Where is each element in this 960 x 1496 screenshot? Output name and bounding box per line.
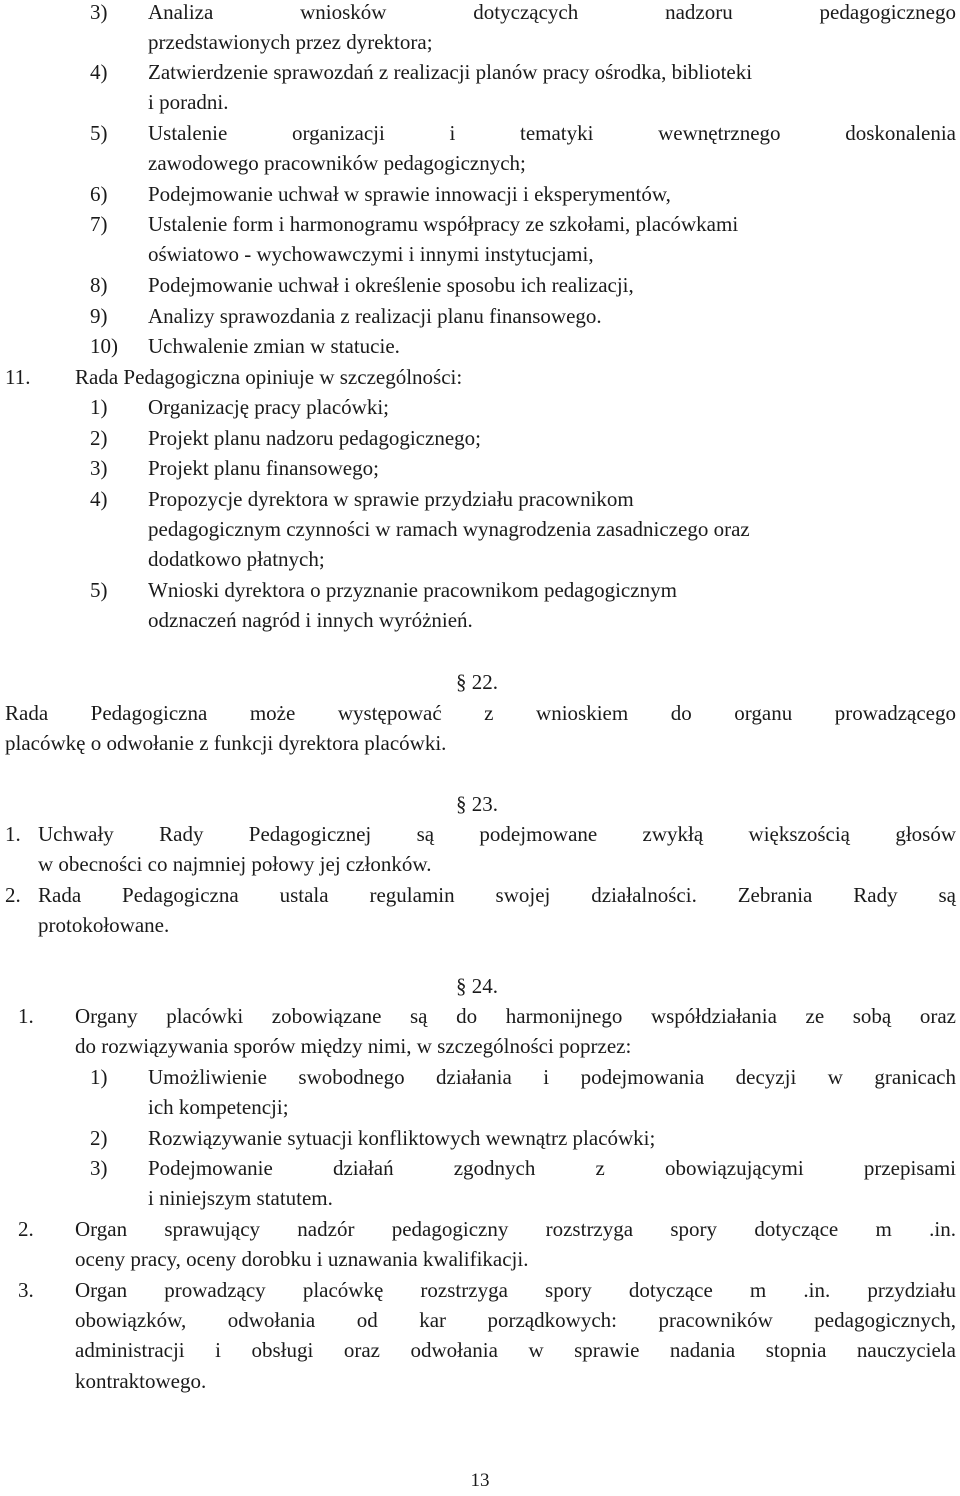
point-text: Uchwały Rady Pedagogicznej są podejmowane zwykłą większością głosów bbox=[38, 822, 956, 846]
list-item-number: 3) bbox=[90, 1156, 108, 1180]
list-item-number: 1) bbox=[90, 395, 108, 419]
point-number: 1. bbox=[5, 822, 21, 846]
list-item-number: 6) bbox=[90, 182, 108, 206]
list-item-number: 4) bbox=[90, 60, 108, 84]
list-item-text: dodatkowo płatnych; bbox=[148, 547, 325, 571]
list-item-number: 4) bbox=[90, 487, 108, 511]
list-item-text: Ustalenie form i harmonogramu współpracy ze szkołami, placówkami bbox=[148, 212, 739, 236]
list-item-text: Zatwierdzenie sprawozdań z realizacji planów pracy ośrodka, biblioteki bbox=[148, 60, 753, 84]
point-number: 2. bbox=[5, 883, 21, 907]
list-item-text: Rozwiązywanie sytuacji konfliktowych wewnątrz placówki; bbox=[148, 1126, 656, 1150]
list-item-text: Analiza wniosków dotyczących nadzoru pedagogicznego bbox=[148, 0, 956, 24]
section-heading: § 23. bbox=[456, 792, 498, 816]
point-text: administracji i obsługi oraz odwołania w sprawie nadania stopnia nauczyciela bbox=[75, 1338, 956, 1362]
point-number: 11. bbox=[5, 365, 31, 389]
list-item-number: 3) bbox=[90, 0, 108, 24]
list-item-text: Propozycje dyrektora w sprawie przydziału pracownikom bbox=[148, 487, 634, 511]
point-text: oceny pracy, oceny dorobku i uznawania kwalifikacji. bbox=[75, 1247, 529, 1271]
point-text: Rada Pedagogiczna opiniuje w szczególności: bbox=[75, 365, 463, 389]
list-item-text: Wnioski dyrektora o przyznanie pracownikom pedagogicznym bbox=[148, 578, 677, 602]
list-item-number: 9) bbox=[90, 304, 108, 328]
list-item-number: 8) bbox=[90, 273, 108, 297]
list-item-text: Projekt planu finansowego; bbox=[148, 456, 379, 480]
point-number: 1. bbox=[18, 1004, 34, 1028]
paragraph-text: Rada Pedagogiczna może występować z wnioskiem do organu prowadzącego bbox=[5, 701, 956, 725]
list-item-text: Umożliwienie swobodnego działania i podejmowania decyzji w granicach bbox=[148, 1065, 956, 1089]
point-text: protokołowane. bbox=[38, 913, 170, 937]
point-text: Organ sprawujący nadzór pedagogiczny rozstrzyga spory dotyczące m .in. bbox=[75, 1217, 956, 1241]
list-item-text: Podejmowanie działań zgodnych z obowiązującymi przepisami bbox=[148, 1156, 956, 1180]
list-item-number: 7) bbox=[90, 212, 108, 236]
list-item-number: 3) bbox=[90, 456, 108, 480]
list-item-text: Organizację pracy placówki; bbox=[148, 395, 389, 419]
list-item-text: Podejmowanie uchwał w sprawie innowacji i eksperymentów, bbox=[148, 182, 671, 206]
list-item-text: i niniejszym statutem. bbox=[148, 1186, 333, 1210]
list-item-number: 10) bbox=[90, 334, 118, 358]
point-number: 2. bbox=[18, 1217, 34, 1241]
list-item-text: pedagogicznym czynności w ramach wynagrodzenia zasadniczego oraz bbox=[148, 517, 750, 541]
list-item-text: Analizy sprawozdania z realizacji planu finansowego. bbox=[148, 304, 602, 328]
list-item-text: Projekt planu nadzoru pedagogicznego; bbox=[148, 426, 481, 450]
list-item-number: 5) bbox=[90, 121, 108, 145]
section-heading: § 24. bbox=[456, 974, 498, 998]
list-item-text: przedstawionych przez dyrektora; bbox=[148, 30, 433, 54]
point-text: Organ prowadzący placówkę rozstrzyga spory dotyczące m .in. przydziału bbox=[75, 1278, 956, 1302]
list-item-text: zawodowego pracowników pedagogicznych; bbox=[148, 151, 526, 175]
paragraph-text: placówkę o odwołanie z funkcji dyrektora placówki. bbox=[5, 731, 447, 755]
point-text: obowiązków, odwołania od kar porządkowych: pracowników pedagogicznych, bbox=[75, 1308, 956, 1332]
list-item-text: i poradni. bbox=[148, 90, 229, 114]
point-number: 3. bbox=[18, 1278, 34, 1302]
list-item-text: Podejmowanie uchwał i określenie sposobu ich realizacji, bbox=[148, 273, 634, 297]
list-item-text: Ustalenie organizacji i tematyki wewnętrznego doskonalenia bbox=[148, 121, 956, 145]
list-item-number: 2) bbox=[90, 426, 108, 450]
point-text: do rozwiązywania sporów między nimi, w szczególności poprzez: bbox=[75, 1034, 632, 1058]
list-item-number: 1) bbox=[90, 1065, 108, 1089]
point-text: w obecności co najmniej połowy jej członków. bbox=[38, 852, 432, 876]
list-item-number: 5) bbox=[90, 578, 108, 602]
point-text: kontraktowego. bbox=[75, 1369, 207, 1393]
list-item-text: odznaczeń nagród i innych wyróżnień. bbox=[148, 608, 473, 632]
list-item-text: Uchwalenie zmian w statucie. bbox=[148, 334, 400, 358]
list-item-number: 2) bbox=[90, 1126, 108, 1150]
point-text: Rada Pedagogiczna ustala regulamin swojej działalności. Zebrania Rady są bbox=[38, 883, 956, 907]
point-text: Organy placówki zobowiązane są do harmonijnego współdziałania ze sobą oraz bbox=[75, 1004, 956, 1028]
list-item-text: ich kompetencji; bbox=[148, 1095, 289, 1119]
section-heading: § 22. bbox=[456, 670, 498, 694]
list-item-text: oświatowo - wychowawczymi i innymi instytucjami, bbox=[148, 242, 594, 266]
page-number: 13 bbox=[470, 1470, 490, 1491]
